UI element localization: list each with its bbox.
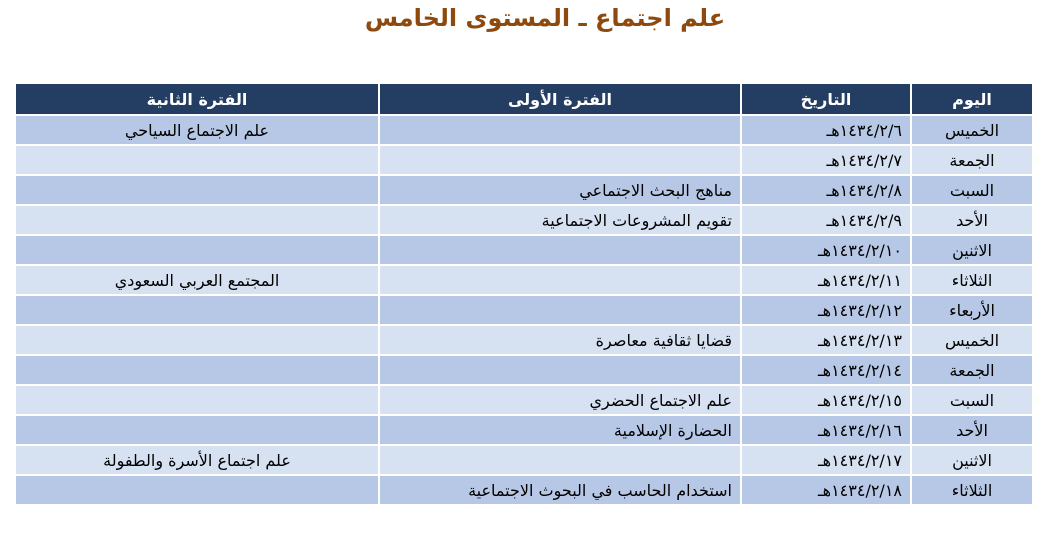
date-cell: ١٤٣٤/٢/١١هـ [741,265,911,295]
day-cell: الاثنين [911,445,1033,475]
day-cell: الأربعاء [911,295,1033,325]
day-cell: الثلاثاء [911,265,1033,295]
day-cell: الاثنين [911,235,1033,265]
header-period2: الفترة الثانية [15,83,379,115]
date-cell: ١٤٣٤/٢/١٧هـ [741,445,911,475]
period2-cell [15,385,379,415]
table-row [15,385,1033,415]
period1-cell [379,295,741,325]
period1-cell [379,235,741,265]
day-cell: الأحد [911,415,1033,445]
date-cell: ١٤٣٤/٢/٧هـ [741,145,911,175]
period2-cell [15,205,379,235]
day-cell: الخميس [911,325,1033,355]
header-day: اليوم [911,83,1033,115]
table-row [15,205,1033,235]
day-cell: الجمعة [911,145,1033,175]
period1-cell [379,115,741,145]
page-title: علم اجتماع ـ المستوى الخامس [364,4,726,32]
period1-cell [379,445,741,475]
date-cell: ١٤٣٤/٢/١٠هـ [741,235,911,265]
period2-cell [15,475,379,505]
table-row [15,265,1033,295]
table-row [15,475,1033,505]
period1-cell [379,355,741,385]
table-row [15,115,1033,145]
day-cell: السبت [911,385,1033,415]
period1-cell [379,265,741,295]
period2-cell [15,175,379,205]
period1-cell: استخدام الحاسب في البحوث الاجتماعية [379,475,741,505]
day-cell: الجمعة [911,355,1033,385]
header-date: التاريخ [741,83,911,115]
period1-cell [379,145,741,175]
table-row [15,325,1033,355]
table-row [15,415,1033,445]
exam-schedule-table [14,82,1034,506]
period2-cell [15,355,379,385]
period2-cell [15,145,379,175]
period2-cell [15,295,379,325]
table-row [15,145,1033,175]
header-period1: الفترة الأولى [379,83,741,115]
date-cell: ١٤٣٤/٢/٨هـ [741,175,911,205]
date-cell: ١٤٣٤/٢/١٨هـ [741,475,911,505]
period1-cell: الحضارة الإسلامية [379,415,741,445]
period2-cell: علم الاجتماع السياحي [15,115,379,145]
day-cell: الثلاثاء [911,475,1033,505]
period2-cell [15,325,379,355]
period1-cell: علم الاجتماع الحضري [379,385,741,415]
day-cell: الخميس [911,115,1033,145]
day-cell: السبت [911,175,1033,205]
period2-cell [15,235,379,265]
date-cell: ١٤٣٤/٢/١٤هـ [741,355,911,385]
period1-cell: مناهج البحث الاجتماعي [379,175,741,205]
date-cell: ١٤٣٤/٢/١٣هـ [741,325,911,355]
date-cell: ١٤٣٤/٢/١٦هـ [741,415,911,445]
period2-cell [15,415,379,445]
table-header-row [15,83,1033,115]
table-row [15,355,1033,385]
table-row [15,235,1033,265]
date-cell: ١٤٣٤/٢/٦هـ [741,115,911,145]
period2-cell: المجتمع العربي السعودي [15,265,379,295]
table-row [15,175,1033,205]
date-cell: ١٤٣٤/٢/١٢هـ [741,295,911,325]
table-row [15,445,1033,475]
day-cell: الأحد [911,205,1033,235]
period1-cell: تقويم المشروعات الاجتماعية [379,205,741,235]
period2-cell: علم اجتماع الأسرة والطفولة [15,445,379,475]
date-cell: ١٤٣٤/٢/٩هـ [741,205,911,235]
date-cell: ١٤٣٤/٢/١٥هـ [741,385,911,415]
period1-cell: قضايا ثقافية معاصرة [379,325,741,355]
table-row [15,295,1033,325]
